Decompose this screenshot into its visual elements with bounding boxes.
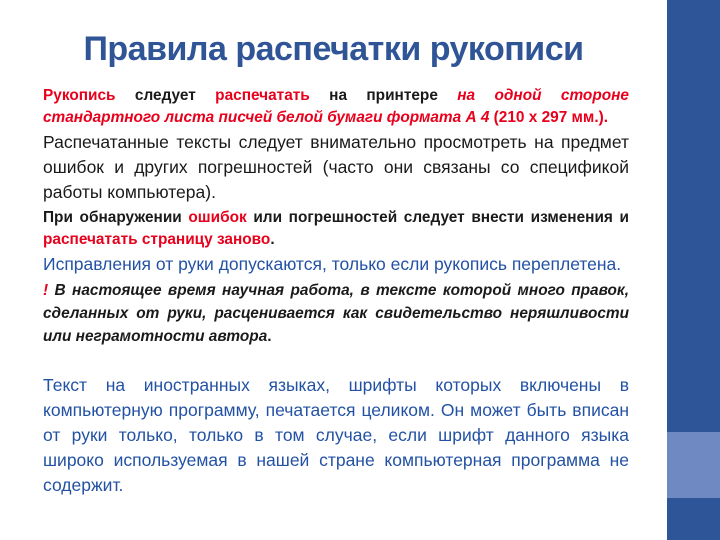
paragraph-corrections	[43, 207, 629, 251]
text-span: В настоящее время научная работа, в тексте которой много правок, сделанных от руки, расценивается как свидетельство неряшливости или неграмотности автора	[43, 282, 629, 345]
text-span: на принтере	[309, 87, 458, 104]
side-decoration-accent	[667, 432, 720, 498]
slide-title: Правила распечатки рукописи	[83, 30, 584, 68]
text-span: (210 х 297 мм.).	[489, 109, 608, 126]
text-span: .	[270, 231, 275, 248]
text-span: Рукопись	[43, 87, 116, 104]
paragraph-handwritten-fixes: Исправления от руки допускаются, только если рукопись переплетена.	[43, 254, 622, 274]
text-span: распечатать	[215, 87, 310, 104]
text-span: на одной стороне стандартного листа писчей белой бумаги формата А 4	[43, 87, 629, 126]
exclamation-icon: !	[43, 282, 49, 299]
paragraph-foreign-languages: Текст на иностранных языках, шрифты которых включены в компьютерную программу, печатается целиком. Он может быть вписан от руки только, только в том случае, если шрифт данного языка широко используемая в нашей стране компьютерная программа не содержит.	[43, 375, 629, 495]
text-span: .	[267, 328, 272, 345]
paragraph-print-rules	[43, 85, 629, 129]
text-span: При обнаружении	[43, 209, 189, 226]
paragraph-warning	[43, 279, 629, 348]
paragraph-proofreading: Распечатанные тексты следует внимательно просмотреть на предмет ошибок и других погрешностей (часто они связаны со спецификой работы компьютера).	[43, 132, 629, 202]
text-span: ошибок	[188, 209, 247, 226]
text-span: следует	[115, 87, 216, 104]
slide-body	[43, 85, 629, 498]
text-span: распечатать страницу заново	[43, 231, 271, 248]
text-span: или погрешностей следует внести изменения и	[246, 209, 629, 226]
